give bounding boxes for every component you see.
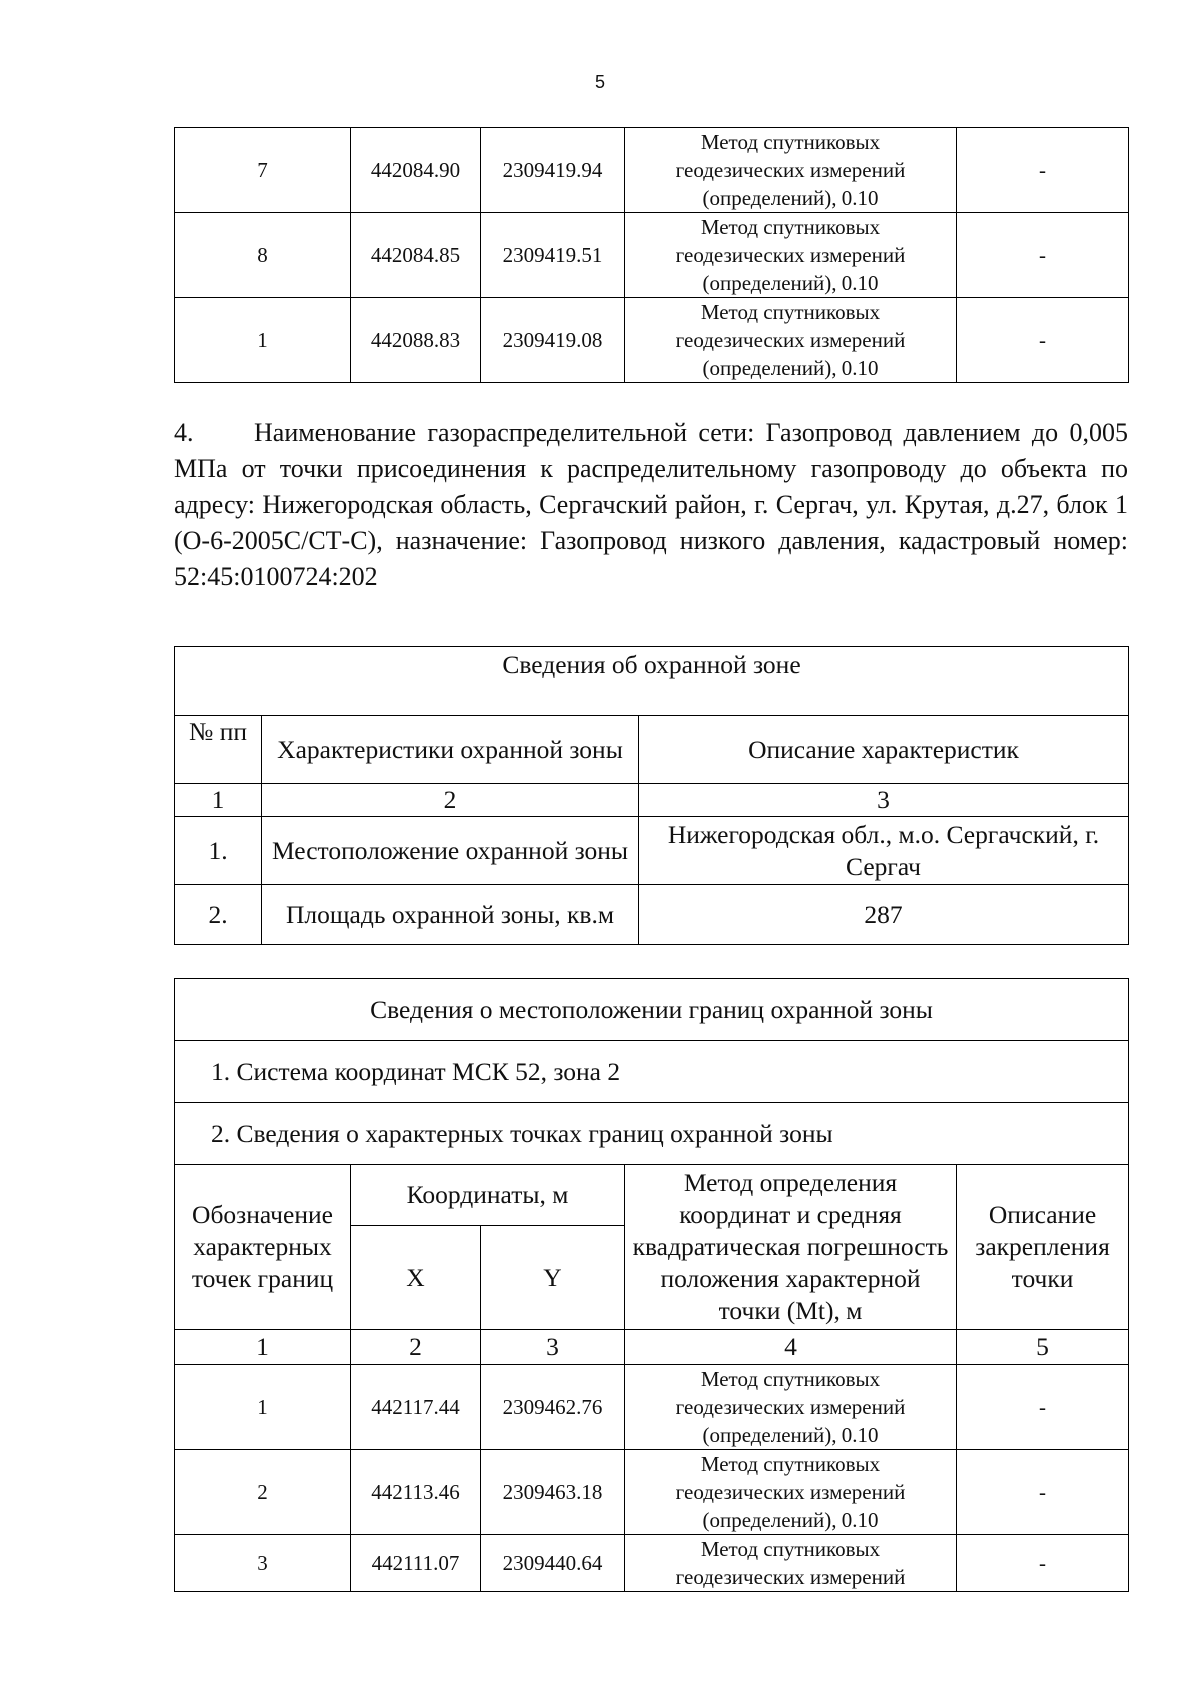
method-cell (625, 128, 957, 213)
row-name: Площадь охранной зоны, кв.м (262, 885, 639, 945)
row-number: 2. (175, 885, 262, 945)
header-method: Метод определения координат и средняя квадратическая погрешность положения характерной точки (Mt), м (625, 1165, 957, 1330)
method-line: геодезических измерений (675, 1565, 906, 1589)
header-characteristics: Характеристики охранной зоны (262, 716, 639, 784)
method-line: (определений), 0.10 (702, 271, 879, 295)
method-line: (определений), 0.10 (702, 186, 879, 210)
method-line: геодезических измерений (675, 1395, 906, 1419)
section-4-paragraph (174, 415, 1128, 595)
table-row (175, 1535, 1129, 1592)
row-value: Нижегородская обл., м.о. Сергачский, г. Сергач (639, 817, 1129, 885)
row-name: Местоположение охранной зоны (262, 817, 639, 885)
table-row (175, 1365, 1129, 1450)
method-line: геодезических измерений (675, 328, 906, 352)
header-description: Описание характеристик (639, 716, 1129, 784)
point-description: - (957, 298, 1129, 383)
point-label: 1 (175, 298, 351, 383)
header-x: X (351, 1226, 481, 1330)
x-coordinate: 442117.44 (351, 1365, 481, 1450)
protection-zone-info-table (174, 646, 1129, 945)
header-y: Y (481, 1226, 625, 1330)
method-cell (625, 213, 957, 298)
method-line: Метод спутниковых (700, 1367, 881, 1391)
point-description: - (957, 213, 1129, 298)
header-point: Обозначение характерных точек границ (175, 1165, 351, 1330)
method-line: Метод спутниковых (700, 1537, 881, 1561)
method-line: геодезических измерений (675, 1480, 906, 1504)
point-label: 1 (175, 1365, 351, 1450)
x-coordinate: 442084.90 (351, 128, 481, 213)
x-coordinate: 442111.07 (351, 1535, 481, 1592)
x-coordinate: 442113.46 (351, 1450, 481, 1535)
column-number: 2 (351, 1330, 481, 1365)
point-label: 8 (175, 213, 351, 298)
x-coordinate: 442084.85 (351, 213, 481, 298)
point-description: - (957, 1535, 1129, 1592)
method-line: Метод спутниковых (700, 130, 881, 154)
method-line: (определений), 0.10 (702, 356, 879, 380)
method-line: Метод спутниковых (700, 300, 881, 324)
x-coordinate: 442088.83 (351, 298, 481, 383)
y-coordinate: 2309419.51 (481, 213, 625, 298)
table-row (175, 213, 1129, 298)
column-number: 5 (957, 1330, 1129, 1365)
method-cell (625, 298, 957, 383)
point-description: - (957, 1450, 1129, 1535)
column-number: 4 (625, 1330, 957, 1365)
method-line: (определений), 0.10 (702, 1423, 879, 1447)
method-cell (625, 1535, 957, 1592)
col-number-2: 2 (262, 784, 639, 817)
header-description: Описание закрепления точки (957, 1165, 1129, 1330)
point-label: 3 (175, 1535, 351, 1592)
method-line: (определений), 0.10 (702, 1508, 879, 1532)
point-label: 2 (175, 1450, 351, 1535)
row-value: 287 (639, 885, 1129, 945)
method-cell (625, 1450, 957, 1535)
table-row (175, 298, 1129, 383)
method-cell (625, 1365, 957, 1450)
section-number: 4. (174, 418, 194, 447)
page-number: 5 (594, 72, 605, 92)
method-line: Метод спутниковых (700, 215, 881, 239)
header-coordinates: Координаты, м (351, 1165, 625, 1226)
y-coordinate: 2309419.08 (481, 298, 625, 383)
row-number: 1. (175, 817, 262, 885)
boundary-table-title: Сведения о местоположении границ охранной зоны (175, 979, 1129, 1041)
zone-table-title: Сведения об охранной зоне (175, 647, 1129, 716)
col-number-1: 1 (175, 784, 262, 817)
col-number-3: 3 (639, 784, 1129, 817)
point-description: - (957, 1365, 1129, 1450)
point-label: 7 (175, 128, 351, 213)
y-coordinate: 2309462.76 (481, 1365, 625, 1450)
method-line: геодезических измерений (675, 158, 906, 182)
method-line: Метод спутниковых (700, 1452, 881, 1476)
section-text: Наименование газораспределительной сети: Газопровод давлением до 0,005 МПа от точки присоединения к распределительному газопроводу до объекта по адресу: Нижегородская область, Сергачский район, г. Сергач, ул. Крутая, д.27, блок 1 (О-6-2005С/СТ-С), назначение: Газопровод низкого давления, кадастровый номер: 52:45:0100724:202 (174, 418, 1128, 591)
y-coordinate: 2309463.18 (481, 1450, 625, 1535)
method-line: геодезических измерений (675, 243, 906, 267)
table-row (175, 1450, 1129, 1535)
coordinates-table-continued (174, 127, 1129, 383)
y-coordinate: 2309440.64 (481, 1535, 625, 1592)
y-coordinate: 2309419.94 (481, 128, 625, 213)
boundary-points-table (174, 978, 1129, 1592)
column-number: 3 (481, 1330, 625, 1365)
coordinate-system: 1. Система координат МСК 52, зона 2 (175, 1041, 1129, 1103)
table-row (175, 128, 1129, 213)
point-description: - (957, 128, 1129, 213)
column-number: 1 (175, 1330, 351, 1365)
header-number: № пп (175, 716, 262, 784)
points-title: 2. Сведения о характерных точках границ охранной зоны (175, 1103, 1129, 1165)
